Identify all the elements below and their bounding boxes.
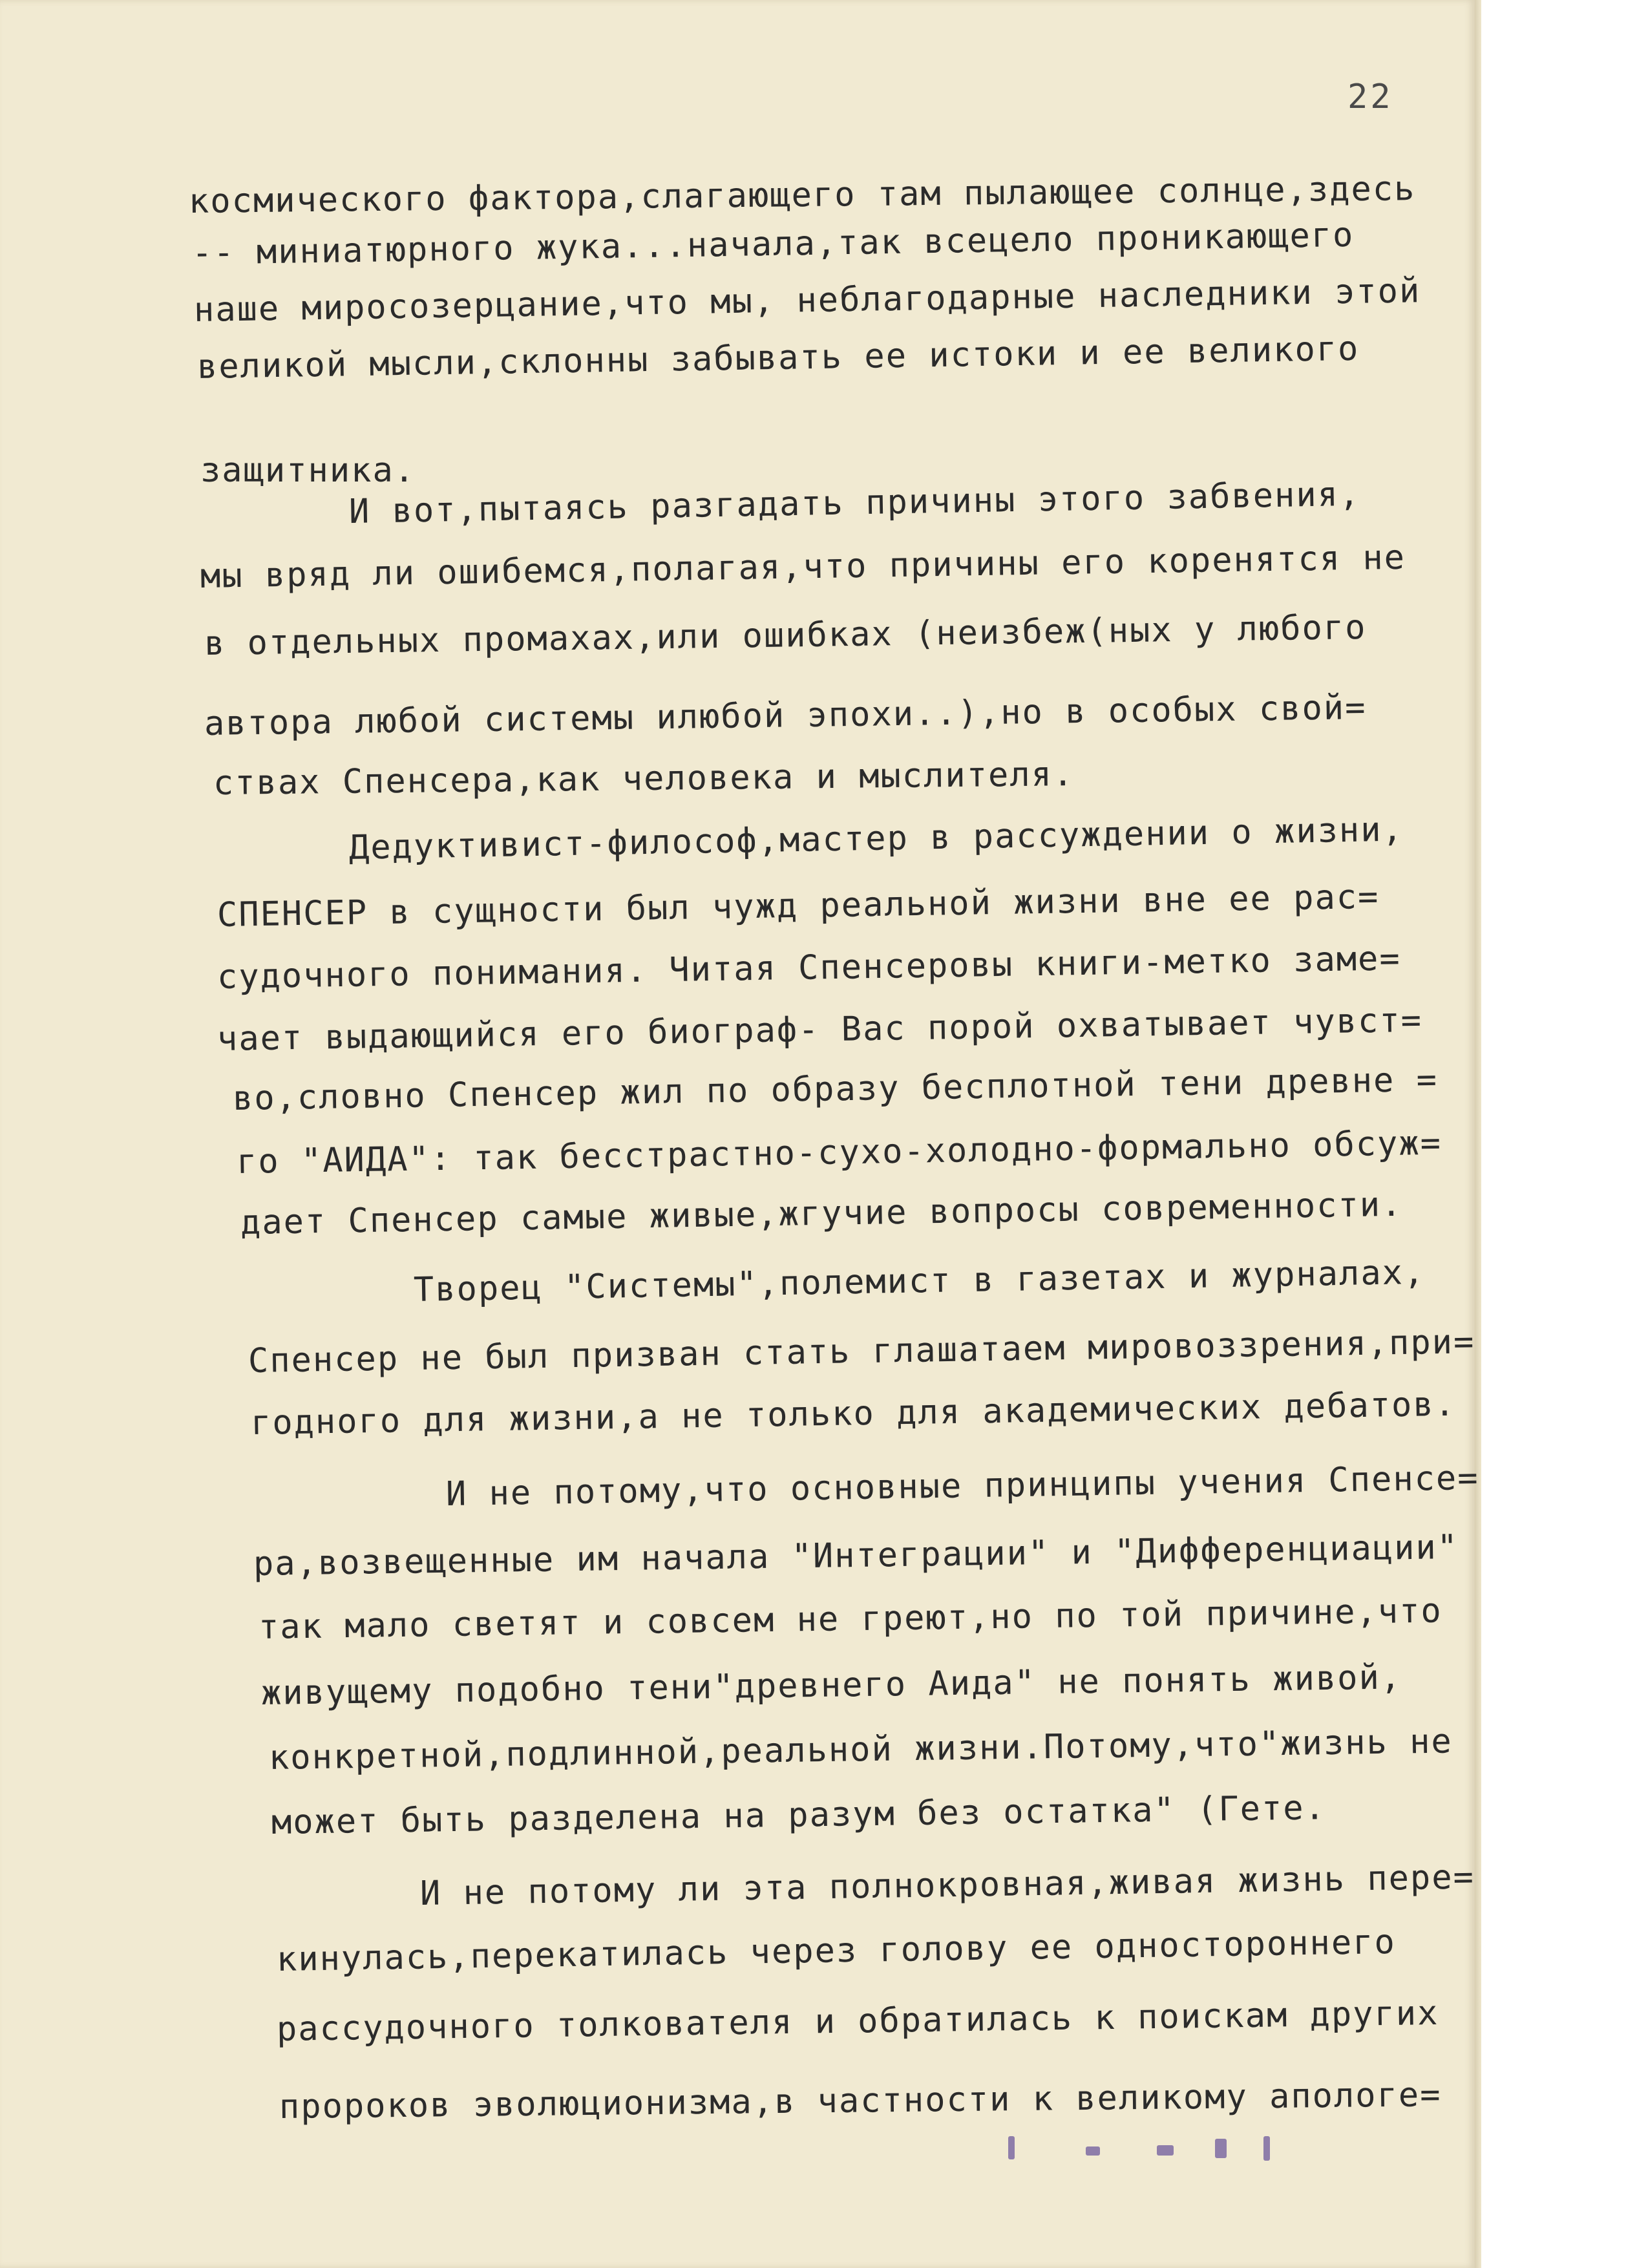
text-line: го "АИДА": так бесстрастно-сухо-холодно-формально обсуж= — [236, 1123, 1442, 1182]
page-edge — [1475, 0, 1481, 2268]
text-line: автора любой системы илюбой эпохи..),но в особых свой= — [204, 688, 1367, 743]
text-line: Спенсер не был призван стать глашатаем мировоззрения,при= — [248, 1322, 1475, 1381]
text-line: ра,возвещенные им начала "Интеграции" и "Дифференциации" — [253, 1527, 1459, 1584]
text-line: И не потому ли эта полнокровная,живая жизнь пере= — [419, 1858, 1475, 1913]
text-line: кинулась,перекатилась через голову ее одностороннего — [276, 1922, 1397, 1979]
text-line: во,словно Спенсер жил по образу бесплотной тени древне = — [232, 1060, 1439, 1118]
text-line: так мало светят и совсем не греют,но по той причине,что — [258, 1591, 1443, 1647]
text-line: годного для жизни,а не только для академических дебатов. — [250, 1384, 1457, 1443]
text-line: конкретной,подлинной,реальной жизни.Потому,что"жизнь не — [268, 1722, 1453, 1777]
text-line: СПЕНСЕР в сущности был чужд реальной жизни вне ее рас= — [217, 877, 1380, 935]
text-line: в отдельных промахах,или ошибках (неизбеж(ных у любого — [204, 608, 1367, 663]
text-line: -- миниатюрного жука...начала,так всецело проникающего — [191, 215, 1355, 273]
text-line: рассудочного толкователя и обратилась к поискам других — [276, 1993, 1439, 2049]
text-line: Дедуктивист-философ,мастер в рассуждении о жизни, — [348, 810, 1404, 867]
text-line: Творец "Системы",полемист в газетах и журналах, — [413, 1253, 1426, 1309]
text-line: наше миросозерцание,что мы, неблагодарные наследники этой — [193, 271, 1421, 330]
text-line: судочного понимания. Читая Спенсеровы книги-метко заме= — [217, 939, 1402, 997]
text-line: чает выдающийся его биограф- Вас порой охватывает чувст= — [217, 1001, 1423, 1059]
text-line: может быть разделена на разум без остатка" (Гете. — [271, 1788, 1327, 1842]
page-number: 22 — [1347, 78, 1393, 116]
text-line: живущему подобно тени"древнего Аида" не понять живой, — [260, 1658, 1402, 1713]
text-line: И вот,пытаясь разгадать причины этого забвения, — [348, 474, 1361, 531]
text-line: ствах Спенсера,как человека и мыслителя. — [213, 755, 1075, 803]
text-line: пророков эволюционизма,в частности к великому апологе= — [279, 2075, 1442, 2126]
text-line: великой мысли,склонны забывать ее истоки и ее великого — [196, 329, 1360, 387]
text-line: дает Спенсер самые живые,жгучие вопросы современности. — [240, 1185, 1403, 1242]
text-line: космического фактора,слагающего там пылающее солнце,здесь — [188, 169, 1416, 221]
ink-marks — [1008, 2136, 1286, 2162]
text-line: мы вряд ли ошибемся,полагая,что причины его коренятся не — [200, 538, 1406, 596]
text-line: И не потому,что основные принципы учения Спенсе= — [445, 1458, 1479, 1514]
text-line: защитника. — [200, 451, 416, 490]
